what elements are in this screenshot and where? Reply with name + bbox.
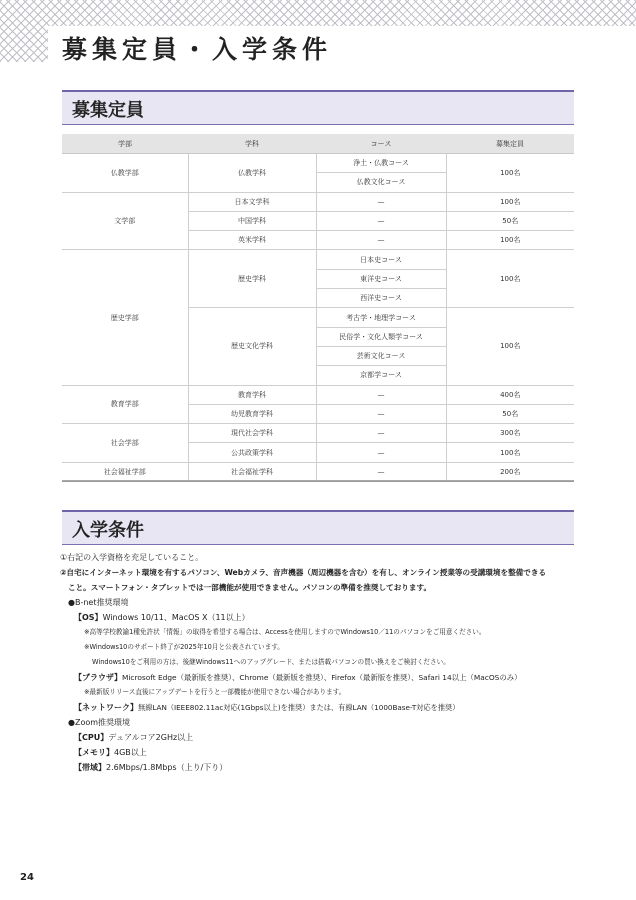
- os-line: [60, 610, 580, 625]
- note-win10-support: ※Windows10のサポート終了が2025年10月と公表されています。: [84, 643, 284, 651]
- course-cell: —: [316, 443, 446, 462]
- capacity-cell: 50名: [446, 211, 574, 230]
- capacity-cell: 100名: [446, 443, 574, 462]
- memory-line: [60, 745, 580, 760]
- condition-item-2: ②自宅にインターネット環境を有するパソコン、Webカメラ、音声機器（周辺機器を含む）を有し、オンライン授業等の受講環境を整備できる: [60, 568, 547, 577]
- network-label: 【ネットワーク】: [74, 703, 138, 712]
- capacity-cell: 200名: [446, 462, 574, 481]
- department-cell: 歴史文化学科: [188, 308, 316, 385]
- browser-value: Microsoft Edge（最新版を推奨）、Chrome（最新版を推奨）、Firefox（最新版を推奨）、Safari 14以上（MacOSのみ）: [122, 673, 522, 682]
- course-cell: 東洋史コース: [316, 269, 446, 288]
- header-department: 学科: [188, 134, 316, 154]
- conditions-section-header: [62, 510, 574, 544]
- course-cell: 日本史コース: [316, 250, 446, 269]
- memory-label: 【メモリ】: [74, 748, 114, 757]
- course-cell: —: [316, 211, 446, 230]
- browser-label: 【ブラウザ】: [74, 673, 122, 682]
- table-row: [62, 462, 574, 481]
- bandwidth-line: [60, 760, 580, 775]
- header-faculty: 学部: [62, 134, 188, 154]
- course-cell: 西洋史コース: [316, 289, 446, 308]
- table-row: [62, 250, 574, 269]
- faculty-cell: 文学部: [62, 192, 188, 250]
- network-value: 無線LAN（IEEE802.11ac対応(1Gbps以上)を推奨）または、有線LAN（1000Base-T対応を推奨）: [138, 703, 460, 712]
- department-cell: 英米学科: [188, 231, 316, 250]
- capacity-cell: 100名: [446, 231, 574, 250]
- os-value: Windows 10/11、MacOS X（11以上）: [102, 613, 250, 622]
- zoom-heading: ●Zoom推奨環境: [68, 718, 131, 727]
- course-cell: 民俗学・文化人類学コース: [316, 327, 446, 346]
- course-cell: —: [316, 462, 446, 481]
- department-cell: 社会福祉学科: [188, 462, 316, 481]
- table-bottom-rule: [62, 480, 574, 481]
- department-cell: 公共政策学科: [188, 443, 316, 462]
- page-title: 募集定員・入学条件: [62, 35, 333, 64]
- course-cell: —: [316, 424, 446, 443]
- network-line: [60, 700, 580, 715]
- department-cell: 仏教学科: [188, 154, 316, 193]
- department-cell: 現代社会学科: [188, 424, 316, 443]
- capacity-divider: [62, 124, 574, 125]
- header-capacity: 募集定員: [446, 134, 574, 154]
- table-row: [62, 154, 574, 173]
- department-cell: 日本文学科: [188, 192, 316, 211]
- course-cell: —: [316, 404, 446, 423]
- faculty-cell: 社会学部: [62, 424, 188, 463]
- condition-item-1: ①右記の入学資格を充足していること。: [60, 553, 204, 562]
- course-cell: 考古学・地理学コース: [316, 308, 446, 327]
- faculty-cell: 教育学部: [62, 385, 188, 424]
- note-update: ※最新版リリース直後にアップデートを行うと一部機能が使用できない場合があります。: [84, 688, 346, 696]
- conditions-divider: [62, 544, 574, 545]
- department-cell: 教育学科: [188, 385, 316, 404]
- capacity-heading: 募集定員: [72, 100, 144, 121]
- table-row: [62, 192, 574, 211]
- capacity-cell: 100名: [446, 308, 574, 385]
- faculty-cell: 歴史学部: [62, 250, 188, 385]
- table-row: [62, 385, 574, 404]
- bandwidth-label: 【帯域】: [74, 763, 106, 772]
- faculty-cell: 仏教学部: [62, 154, 188, 193]
- department-cell: 幼児教育学科: [188, 404, 316, 423]
- capacity-cell: 100名: [446, 192, 574, 211]
- course-cell: 京都学コース: [316, 366, 446, 385]
- os-label: 【OS】: [74, 613, 103, 622]
- course-cell: 仏教文化コース: [316, 173, 446, 192]
- capacity-section-header: [62, 90, 574, 124]
- page-number: 24: [20, 872, 34, 883]
- faculty-cell: 社会福祉学部: [62, 462, 188, 481]
- bandwidth-value: 2.6Mbps/1.8Mbps（上り/下り）: [106, 763, 228, 772]
- browser-line: [60, 670, 580, 685]
- cpu-value: デュアルコア2GHz以上: [108, 733, 194, 742]
- table-header-row: [62, 134, 574, 154]
- department-cell: 中国学科: [188, 211, 316, 230]
- course-cell: —: [316, 231, 446, 250]
- capacity-cell: 300名: [446, 424, 574, 443]
- capacity-cell: 50名: [446, 404, 574, 423]
- note-access: ※高等学校教諭1種免許状「情報」の取得を希望する場合は、Accessを使用しますのでWindows10／11のパソコンをご用意ください。: [84, 628, 486, 636]
- course-cell: 芸術文化コース: [316, 346, 446, 365]
- course-cell: —: [316, 192, 446, 211]
- course-cell: 浄土・仏教コース: [316, 154, 446, 173]
- conditions-body: [60, 550, 580, 775]
- capacity-table: [62, 134, 574, 482]
- capacity-cell: 400名: [446, 385, 574, 404]
- memory-value: 4GB以上: [114, 748, 147, 757]
- capacity-cell: 100名: [446, 154, 574, 193]
- course-cell: —: [316, 385, 446, 404]
- table-row: [62, 424, 574, 443]
- condition-item-2-cont: こと。スマートフォン・タブレットでは一部機能が使用できません。パソコンの準備を推奨しております。: [68, 583, 432, 592]
- capacity-cell: 100名: [446, 250, 574, 308]
- department-cell: 歴史学科: [188, 250, 316, 308]
- cpu-label: 【CPU】: [74, 733, 109, 742]
- bnet-heading: ●B-net推奨環境: [68, 598, 129, 607]
- note-win10-upgrade: Windows10をご利用の方は、後継Windows11へのアップグレード、または搭載パソコンの買い換えをご検討ください。: [92, 658, 450, 666]
- cpu-line: [60, 730, 580, 745]
- conditions-heading: 入学条件: [72, 520, 144, 541]
- header-course: コース: [316, 134, 446, 154]
